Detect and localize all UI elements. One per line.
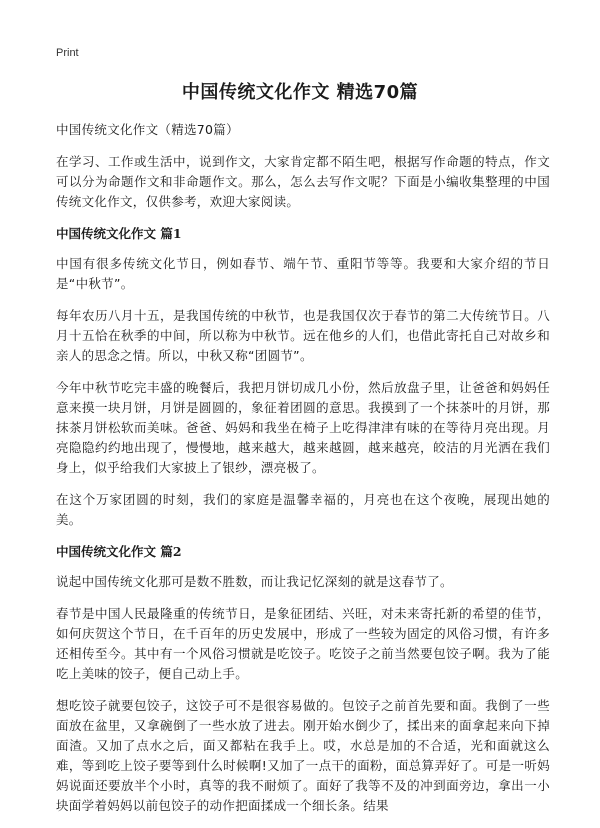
- paragraph: 在这个万家团圆的时刻，我们的家庭是温馨幸福的，月亮也在这个夜晚，展现出她的美。: [56, 492, 550, 527]
- article-body: [56, 120, 550, 828]
- paragraph: 每年农历八月十五，是我国传统的中秋节，也是我国仅次于春节的第二大传统节日。八月十五恰在秋季的中间，所以称为中秋节。远在他乡的人们，也借此寄托自己对故乡和亲人的思念之情。所以，中秋又称“团圆节”。: [56, 308, 550, 363]
- section-heading: 中国传统文化作文 篇2: [56, 544, 182, 559]
- section-heading: 中国传统文化作文 篇1: [56, 226, 182, 241]
- print-link[interactable]: Print: [56, 47, 79, 59]
- paragraph: 今年中秋节吃完丰盛的晚餐后，我把月饼切成几小份，然后放盘子里，让爸爸和妈妈任意来摸一块月饼，月饼是圆圆的，象征着团圆的意思。我摸到了一个抹茶叶的月饼，那抹茶月饼松软而美味。爸爸、妈妈和我坐在椅子上吃得津津有味的在等待月亮出现。月亮隐隐约约地出现了，慢慢地，越来越大，越来越圆，越来越亮，皎洁的月光洒在我们身上，似乎给我们大家披上了银纱，漂亮极了。: [56, 380, 550, 475]
- page-title: 中国传统文化作文 精选70篇: [181, 82, 419, 103]
- paragraph: 春节是中国人民最隆重的传统节日，是象征团结、兴旺，对未来寄托新的希望的佳节，如何庆贺这个节日，在千百年的历史发展中，形成了一些较为固定的风俗习惯，有许多还相传至今。其中有一个风俗习惯就是吃饺子。吃饺子之前当然要包饺子啊。我为了能吃上美味的饺子，便自己动上手。: [56, 606, 550, 681]
- paragraph: 中国有很多传统文化节日，例如春节、端午节、重阳节等等。我要和大家介绍的节日是“中秋节”。: [56, 256, 550, 291]
- paragraph: 想吃饺子就要包饺子，这饺子可不是很容易做的。包饺子之前首先要和面。我倒了一些面放在盆里，又拿碗倒了一些水放了进去。刚开始水倒少了，揉出来的面拿起来向下掉面渣。又加了点水之后，面又都粘在我手上。哎，水总是加的不合适，光和面就这么难，等到吃上饺子要等到什么时候啊!又加了一点干的面粉，面总算弄好了。可是一听妈妈说面还要放半个小时，真等的我不耐烦了。面好了我等不及的冲到面旁边，拿出一小块面学着妈妈以前包饺子的动作把面揉成一个细长条。结果: [56, 698, 550, 813]
- intro-paragraph: 在学习、工作或生活中，说到作文，大家肯定都不陌生吧，根据写作命题的特点，作文可以分为命题作文和非命题作文。那么，怎么去写作文呢？下面是小编收集整理的中国传统文化作文，仅供参考，欢迎大家阅读。: [56, 154, 550, 209]
- article-subtitle: 中国传统文化作文（精选70篇）: [56, 122, 239, 137]
- paragraph: 说起中国传统文化那可是数不胜数，而让我记忆深刻的就是这春节了。: [56, 574, 453, 589]
